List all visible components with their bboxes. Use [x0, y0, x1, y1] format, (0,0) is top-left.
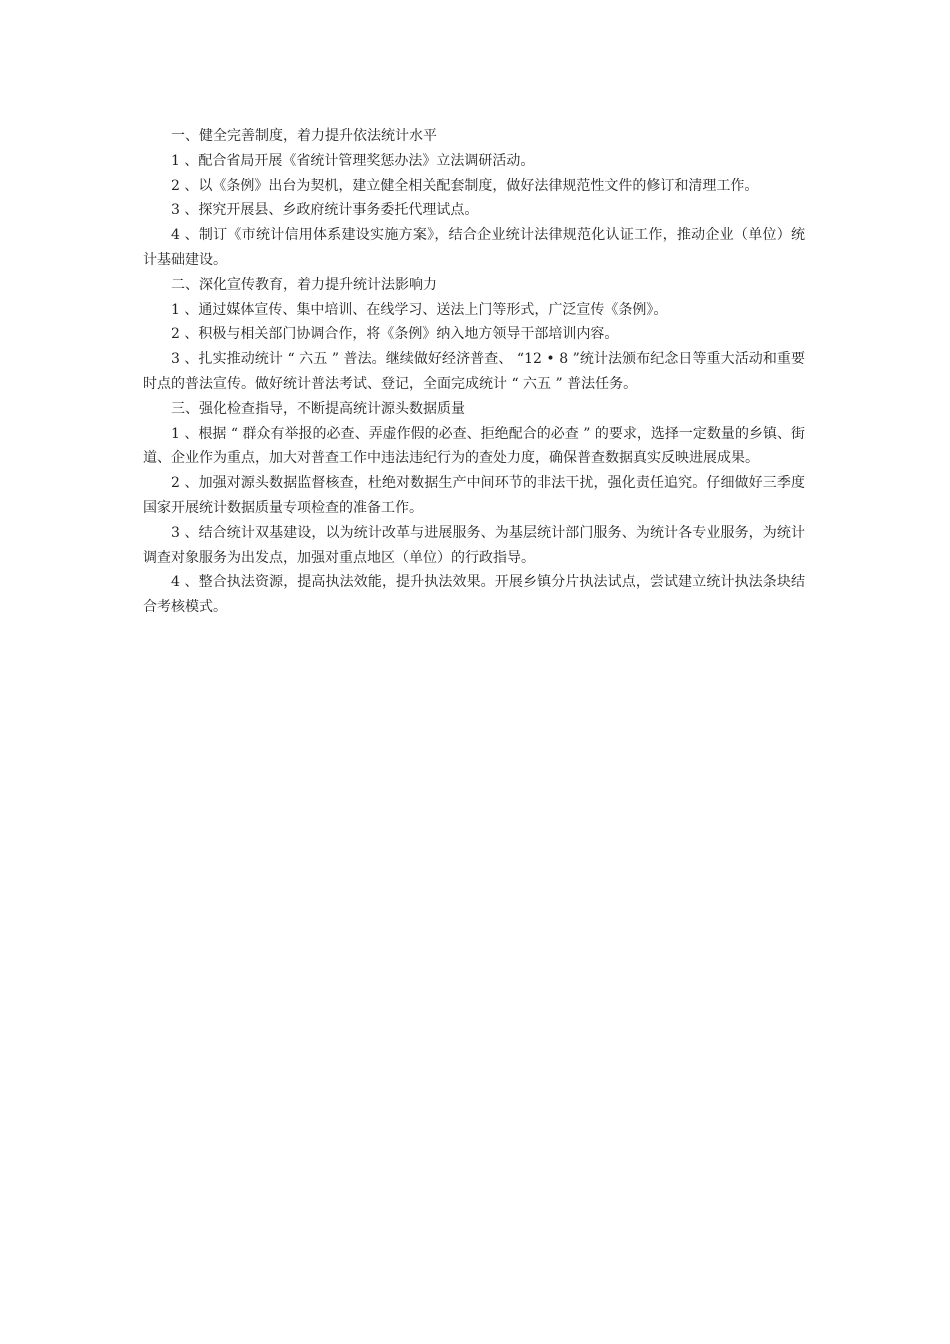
document-body	[143, 124, 805, 620]
list-item: 1 、根据 “ 群众有举报的必查、弄虚作假的必查、拒绝配合的必查 ” 的要求，选择一定数量的乡镇、街道、企业作为重点，加大对普查工作中违法违纪行为的查处力度，确保普查数据真实反映进展成果。	[143, 425, 805, 467]
list-item: 1 、通过媒体宣传、集中培训、在线学习、送法上门等形式，广泛宣传《条例》。	[171, 301, 668, 318]
list-item: 3 、探究开展县、乡政府统计事务委托代理试点。	[171, 202, 479, 219]
list-item: 2 、以《条例》出台为契机，建立健全相关配套制度，做好法律规范性文件的修订和清理工作。	[171, 177, 759, 194]
list-item: 4 、制订《市统计信用体系建设实施方案》，结合企业统计法律规范化认证工作，推动企业（单位）统计基础建设。	[143, 227, 805, 268]
list-item: 3 、结合统计双基建设，以为统计改革与进展服务、为基层统计部门服务、为统计各专业服务，为统计调查对象服务为出发点，加强对重点地区（单位）的行政指导。	[143, 524, 805, 566]
section-heading-2: 二、深化宣传教育，着力提升统计法影响力	[171, 276, 437, 293]
list-item: 2 、积极与相关部门协调合作，将《条例》纳入地方领导干部培训内容。	[171, 326, 619, 343]
list-item: 3 、扎实推动统计 “ 六五 ” 普法。继续做好经济普查、 “12 • 8 ”统计法颁布纪念日等重大活动和重要时点的普法宣传。做好统计普法考试、登记，全面完成统计 “ 六五 ” 普法任务。	[143, 351, 805, 392]
list-item: 1 、配合省局开展《省统计管理奖惩办法》立法调研活动。	[171, 152, 535, 169]
list-item: 2 、加强对源头数据监督核查，杜绝对数据生产中间环节的非法干扰，强化责任追究。仔细做好三季度国家开展统计数据质量专项检查的准备工作。	[143, 475, 805, 516]
section-heading-3: 三、强化检查指导，不断提高统计源头数据质量	[171, 400, 465, 417]
list-item: 4 、整合执法资源，提高执法效能，提升执法效果。开展乡镇分片执法试点，尝试建立统计执法条块结合考核模式。	[143, 574, 805, 616]
section-heading-1: 一、健全完善制度，着力提升依法统计水平	[171, 128, 437, 144]
